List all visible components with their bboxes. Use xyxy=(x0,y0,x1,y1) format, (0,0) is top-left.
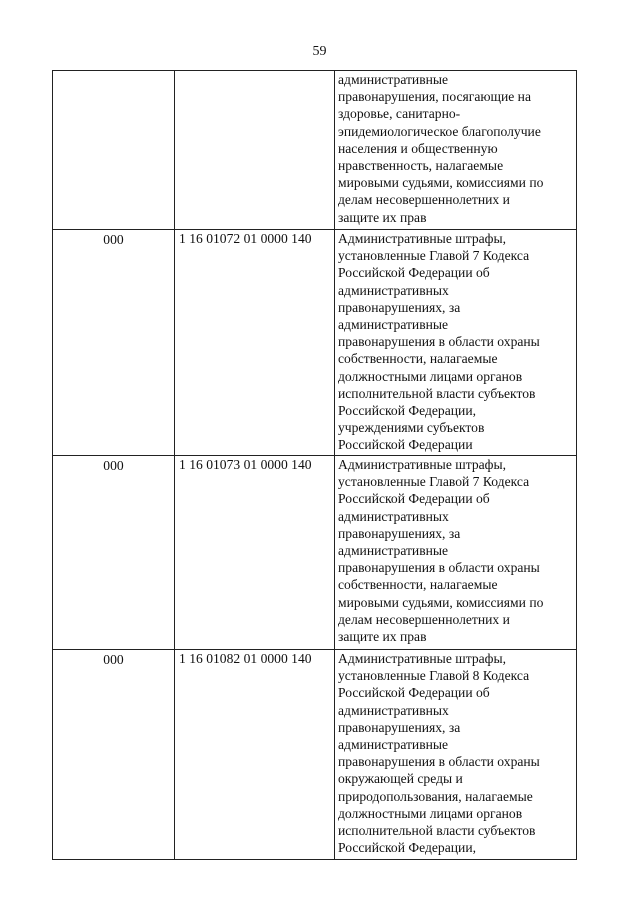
description-line: здоровье, санитарно- xyxy=(338,106,461,122)
description-cell xyxy=(335,230,577,456)
description-line: установленные Главой 7 Кодекса xyxy=(338,248,530,264)
description-line: административные xyxy=(338,737,449,753)
table-row xyxy=(53,456,577,650)
description-line: правонарушения в области охраны xyxy=(338,334,540,350)
description-line: административных xyxy=(338,702,449,718)
description-line: Административные штрафы, xyxy=(338,457,506,472)
description-line: установленные Главой 8 Кодекса xyxy=(338,668,530,684)
description-line: Российской Федерации xyxy=(338,437,473,453)
table-row xyxy=(53,650,577,860)
description-line: окружающей среды и xyxy=(338,771,463,787)
description-cell xyxy=(335,650,577,860)
budget-classification-code-cell: 1 16 01073 01 0000 140 xyxy=(175,456,335,650)
description-line: эпидемиологическое благополучие xyxy=(338,123,541,139)
description-line: Российской Федерации, xyxy=(338,840,476,856)
table-body xyxy=(53,71,577,860)
description-line: природопользования, налагаемые xyxy=(338,788,533,804)
description-cell xyxy=(335,456,577,650)
description-line: установленные Главой 7 Кодекса xyxy=(338,474,530,490)
description-line: Российской Федерации об xyxy=(338,265,490,281)
description-line: исполнительной власти субъектов xyxy=(338,823,536,839)
description-line: административные xyxy=(338,317,449,333)
description-line: административных xyxy=(338,508,449,524)
admin-code-cell: 000 xyxy=(53,230,175,456)
description-line: мировыми судьями, комиссиями по xyxy=(338,175,544,191)
budget-classification-code-cell: 1 16 01072 01 0000 140 xyxy=(175,230,335,456)
description-line: делам несовершеннолетних и xyxy=(338,611,510,627)
budget-classification-code-cell xyxy=(175,71,335,230)
description-line: Российской Федерации, xyxy=(338,403,476,419)
description-line: мировыми судьями, комиссиями по xyxy=(338,594,544,610)
description-line: административных xyxy=(338,282,449,298)
description-line: учреждениями субъектов xyxy=(338,420,485,436)
admin-code-cell xyxy=(53,71,175,230)
description-line: исполнительной власти субъектов xyxy=(338,385,536,401)
table-row xyxy=(53,71,577,230)
description-line: Административные штрафы, xyxy=(338,231,506,246)
description-line: правонарушениях, за xyxy=(338,719,461,735)
admin-code-cell: 000 xyxy=(53,456,175,650)
description-cell xyxy=(335,71,577,230)
description-line: защите их прав xyxy=(338,209,427,225)
description-line: собственности, налагаемые xyxy=(338,577,498,593)
description-line: Российской Федерации об xyxy=(338,491,490,507)
description-line: Российской Федерации об xyxy=(338,685,490,701)
admin-code-cell: 000 xyxy=(53,650,175,860)
description-line: должностными лицами органов xyxy=(338,368,523,384)
page-number: 59 xyxy=(312,44,327,59)
description-line: административные xyxy=(338,72,449,87)
description-line: делам несовершеннолетних и xyxy=(338,192,510,208)
description-line: должностными лицами органов xyxy=(338,805,523,821)
table-row xyxy=(53,230,577,456)
description-line: защите их прав xyxy=(338,629,427,645)
description-line: собственности, налагаемые xyxy=(338,351,498,367)
description-line: правонарушениях, за xyxy=(338,525,461,541)
codes-table xyxy=(52,70,577,860)
description-line: правонарушения в области охраны xyxy=(338,754,540,770)
description-line: административные xyxy=(338,543,449,559)
description-line: правонарушения в области охраны xyxy=(338,560,540,576)
description-line: правонарушения, посягающие на xyxy=(338,89,531,105)
description-line: нравственность, налагаемые xyxy=(338,158,504,174)
description-line: правонарушениях, за xyxy=(338,299,461,315)
description-line: населения и общественную xyxy=(338,140,498,156)
budget-classification-code-cell: 1 16 01082 01 0000 140 xyxy=(175,650,335,860)
description-line: Административные штрафы, xyxy=(338,651,506,666)
